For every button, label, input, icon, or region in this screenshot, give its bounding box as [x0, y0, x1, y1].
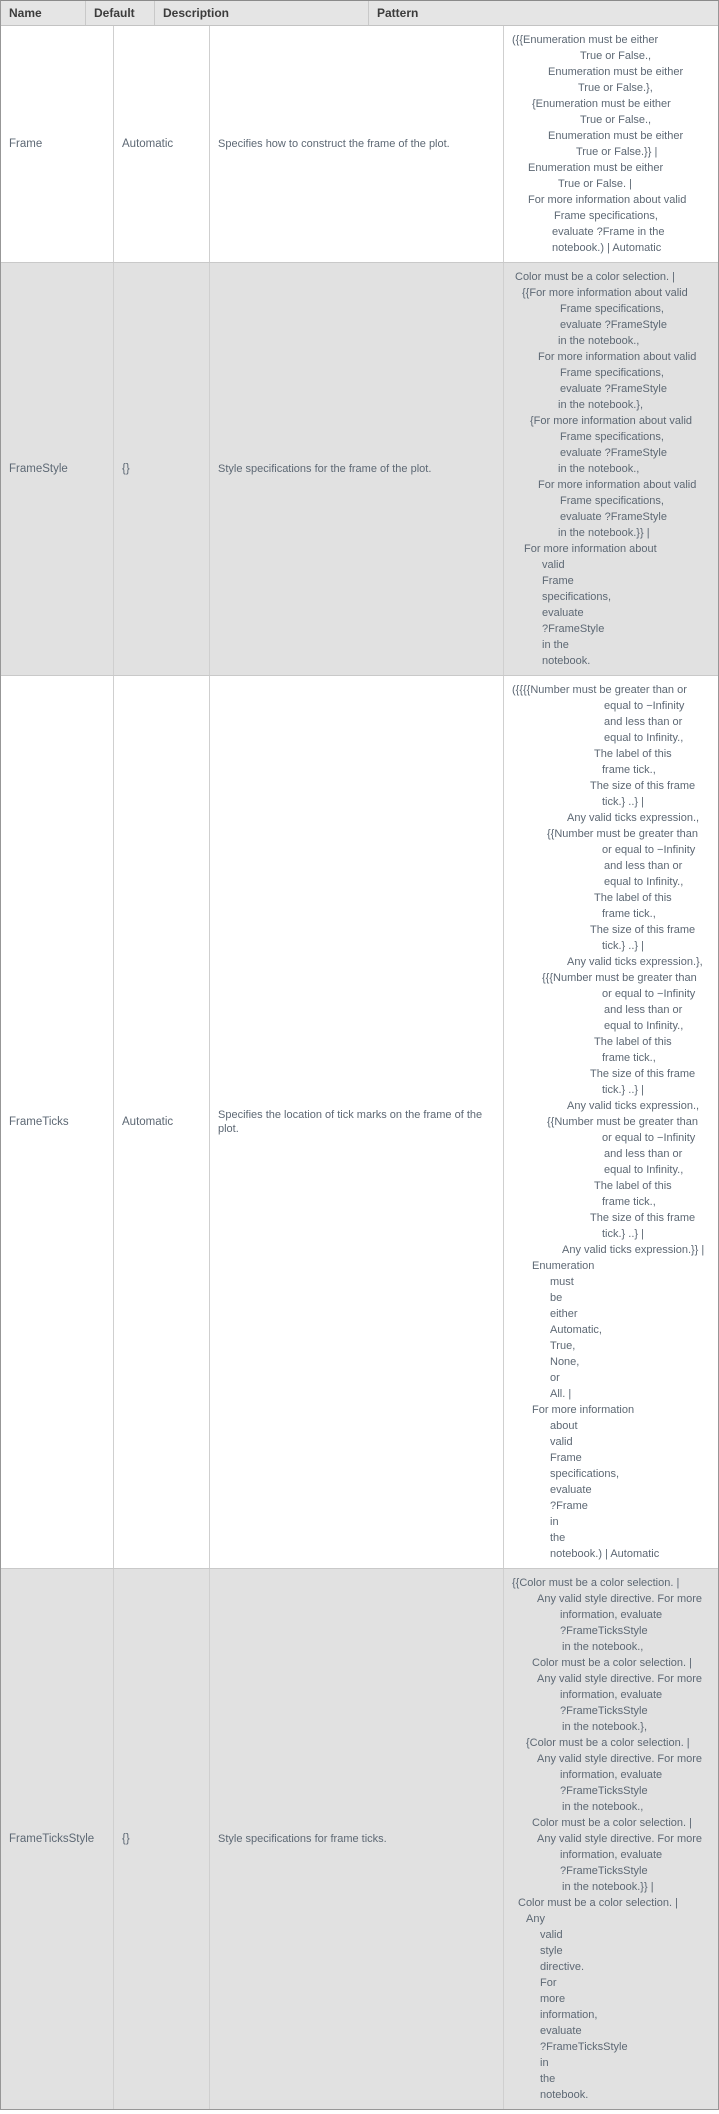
- pattern-line: in the notebook.,: [562, 1641, 644, 1653]
- pattern-line: Frame specifications,: [554, 210, 658, 222]
- pattern-line: All. |: [550, 1388, 572, 1400]
- pattern-line: equal to Infinity.,: [604, 1020, 684, 1032]
- option-description-cell: Style specifications for the frame of the plot.: [210, 263, 504, 675]
- pattern-line: Frame specifications,: [560, 303, 664, 315]
- option-default-cell: Automatic: [114, 676, 210, 1568]
- option-name-cell: FrameTicksStyle: [1, 1569, 114, 2109]
- pattern-line: specifications,: [542, 591, 612, 603]
- pattern-line: tick.} ..} |: [602, 796, 644, 808]
- pattern-line: Frame specifications,: [560, 431, 664, 443]
- option-name-cell: FrameStyle: [1, 263, 114, 675]
- pattern-line: or equal to −Infinity: [602, 988, 696, 1000]
- pattern-line: in the notebook.},: [558, 399, 644, 411]
- pattern-line: ?FrameStyle: [542, 623, 605, 635]
- pattern-line: directive.: [540, 1961, 585, 1973]
- pattern-line: Frame specifications,: [560, 367, 664, 379]
- option-description-cell: Specifies the location of tick marks on the frame of the plot.: [210, 676, 504, 1568]
- pattern-line: tick.} ..} |: [602, 940, 644, 952]
- pattern-line: ?Frame: [550, 1500, 588, 1512]
- pattern-line: valid: [540, 1929, 563, 1941]
- pattern-line: notebook.) | Automatic: [552, 242, 662, 254]
- pattern-line: evaluate ?FrameStyle: [560, 511, 667, 523]
- pattern-line: Color must be a color selection. |: [532, 1817, 692, 1829]
- pattern-line: information, evaluate: [560, 1689, 663, 1701]
- column-header-default: Default: [86, 1, 155, 25]
- pattern-line: The size of this frame: [590, 1068, 696, 1080]
- option-description-cell: Style specifications for frame ticks.: [210, 1569, 504, 2109]
- pattern-line: in the notebook.,: [562, 1801, 644, 1813]
- pattern-line: frame tick.,: [602, 1052, 656, 1064]
- pattern-line: specifications,: [550, 1468, 620, 1480]
- pattern-line: The label of this: [594, 748, 672, 760]
- pattern-line: information, evaluate: [560, 1609, 663, 1621]
- pattern-line: in the: [542, 639, 569, 651]
- pattern-line: Enumeration must be either: [528, 162, 664, 174]
- pattern-line: or equal to −Infinity: [602, 1132, 696, 1144]
- pattern-line: more: [540, 1993, 566, 2005]
- pattern-line: ({{{{Number must be greater than or: [512, 684, 687, 696]
- pattern-line: equal to Infinity.,: [604, 732, 684, 744]
- option-pattern-cell: [504, 26, 718, 262]
- pattern-line: The size of this frame: [590, 780, 696, 792]
- pattern-line: and less than or: [604, 1148, 683, 1160]
- pattern-line: For: [540, 1977, 557, 1989]
- pattern-line: For more information about valid: [538, 351, 697, 363]
- pattern-line: {{For more information about valid: [522, 287, 688, 299]
- option-name-cell: Frame: [1, 26, 114, 262]
- pattern-line: Color must be a color selection. |: [532, 1657, 692, 1669]
- pattern-line: in the notebook.}} |: [558, 527, 650, 539]
- pattern-line: Frame specifications,: [560, 495, 664, 507]
- pattern-line: True,: [550, 1340, 576, 1352]
- pattern-line: Any valid ticks expression.,: [567, 1100, 700, 1112]
- pattern-line: valid: [542, 559, 565, 571]
- pattern-line: tick.} ..} |: [602, 1228, 644, 1240]
- pattern-line: information, evaluate: [560, 1849, 663, 1861]
- pattern-line: evaluate: [540, 2025, 582, 2037]
- pattern-line: equal to Infinity.,: [604, 876, 684, 888]
- pattern-line: Automatic,: [550, 1324, 602, 1336]
- pattern-line: Any valid ticks expression.},: [567, 956, 703, 968]
- option-name-cell: FrameTicks: [1, 676, 114, 1568]
- pattern-line: in: [550, 1516, 559, 1528]
- option-default-cell: Automatic: [114, 26, 210, 262]
- pattern-line: {{Number must be greater than: [547, 828, 699, 840]
- pattern-line: and less than or: [604, 1004, 683, 1016]
- pattern-line: {Enumeration must be either: [532, 98, 671, 110]
- pattern-line: notebook.: [542, 655, 591, 667]
- pattern-line: Frame: [542, 575, 574, 587]
- pattern-line: about: [550, 1420, 578, 1432]
- pattern-line: ?FrameTicksStyle: [540, 2041, 628, 2053]
- pattern-line: equal to Infinity.,: [604, 1164, 684, 1176]
- column-header-description: Description: [155, 1, 369, 25]
- pattern-line: The label of this: [594, 1180, 672, 1192]
- pattern-line: {For more information about valid: [530, 415, 693, 427]
- pattern-line: The label of this: [594, 1036, 672, 1048]
- table-row: [1, 262, 718, 675]
- pattern-line: either: [550, 1308, 578, 1320]
- pattern-line: For more information about valid: [528, 194, 687, 206]
- pattern-line: frame tick.,: [602, 764, 656, 776]
- pattern-line: The label of this: [594, 892, 672, 904]
- pattern-line: Any valid style directive. For more: [537, 1833, 703, 1845]
- pattern-line: Color must be a color selection. |: [515, 271, 675, 283]
- pattern-line: the: [550, 1532, 566, 1544]
- pattern-line: and less than or: [604, 716, 683, 728]
- pattern-line: frame tick.,: [602, 908, 656, 920]
- column-header-name: Name: [1, 1, 86, 25]
- pattern-line: Frame: [550, 1452, 582, 1464]
- pattern-line: information,: [540, 2009, 598, 2021]
- pattern-line: ?FrameTicksStyle: [560, 1625, 648, 1637]
- pattern-line: evaluate ?FrameStyle: [560, 447, 667, 459]
- pattern-line: equal to −Infinity: [604, 700, 685, 712]
- pattern-line: in the notebook.}} |: [562, 1881, 654, 1893]
- pattern-line: in the notebook.,: [558, 463, 640, 475]
- pattern-line: The size of this frame: [590, 1212, 696, 1224]
- pattern-line: notebook.) | Automatic: [550, 1548, 660, 1560]
- pattern-line: evaluate: [542, 607, 584, 619]
- table-row: [1, 1568, 718, 2109]
- pattern-line: ({{Enumeration must be either: [512, 34, 659, 46]
- option-default-cell: {}: [114, 263, 210, 675]
- pattern-line: True or False.,: [580, 50, 652, 62]
- column-header-pattern: Pattern: [377, 6, 419, 20]
- pattern-line: Enumeration must be either: [548, 66, 684, 78]
- pattern-line: style: [540, 1945, 563, 1957]
- pattern-line: True or False.},: [578, 82, 653, 94]
- pattern-line: tick.} ..} |: [602, 1084, 644, 1096]
- pattern-line: The size of this frame: [590, 924, 696, 936]
- pattern-line: evaluate: [550, 1484, 592, 1496]
- pattern-line: Any valid ticks expression.}} |: [562, 1244, 705, 1256]
- pattern-line: frame tick.,: [602, 1196, 656, 1208]
- pattern-line: ?FrameTicksStyle: [560, 1865, 648, 1877]
- pattern-line: Color must be a color selection. |: [518, 1897, 678, 1909]
- pattern-line: {Color must be a color selection. |: [526, 1737, 690, 1749]
- pattern-line: or: [550, 1372, 560, 1384]
- pattern-line: Enumeration: [532, 1260, 595, 1272]
- pattern-line: Any valid style directive. For more: [537, 1593, 703, 1605]
- pattern-line: the: [540, 2073, 556, 2085]
- pattern-line: in the notebook.,: [558, 335, 640, 347]
- pattern-line: Any: [526, 1913, 545, 1925]
- pattern-line: True or False. |: [558, 178, 632, 190]
- pattern-line: be: [550, 1292, 563, 1304]
- pattern-line: For more information: [532, 1404, 635, 1416]
- pattern-line: True or False.,: [580, 114, 652, 126]
- table-row: [1, 26, 718, 262]
- pattern-line: For more information about: [524, 543, 657, 555]
- option-pattern-cell: [504, 676, 718, 1568]
- option-pattern-cell: [504, 1569, 718, 2109]
- pattern-line: Any valid ticks expression.,: [567, 812, 700, 824]
- option-description-cell: Specifies how to construct the frame of the plot.: [210, 26, 504, 262]
- pattern-line: and less than or: [604, 860, 683, 872]
- pattern-line: ?FrameTicksStyle: [560, 1785, 648, 1797]
- option-pattern-cell: [504, 263, 718, 675]
- pattern-line: {{Color must be a color selection. |: [512, 1577, 680, 1589]
- table-row: [1, 675, 718, 1568]
- pattern-line: evaluate ?Frame in the: [552, 226, 665, 238]
- pattern-line: None,: [550, 1356, 580, 1368]
- table-body: [1, 26, 718, 2109]
- pattern-line: Enumeration must be either: [548, 130, 684, 142]
- pattern-line: valid: [550, 1436, 573, 1448]
- pattern-line: Any valid style directive. For more: [537, 1673, 703, 1685]
- pattern-line: {{Number must be greater than: [547, 1116, 699, 1128]
- pattern-line: or equal to −Infinity: [602, 844, 696, 856]
- pattern-line: {{{Number must be greater than: [542, 972, 697, 984]
- pattern-line: evaluate ?FrameStyle: [560, 383, 667, 395]
- pattern-line: Any valid style directive. For more: [537, 1753, 703, 1765]
- pattern-line: in the notebook.},: [562, 1721, 648, 1733]
- pattern-line: evaluate ?FrameStyle: [560, 319, 667, 331]
- pattern-line: notebook.: [540, 2089, 589, 2101]
- pattern-line: information, evaluate: [560, 1769, 663, 1781]
- pattern-line: ?FrameTicksStyle: [560, 1705, 648, 1717]
- pattern-line: must: [550, 1276, 574, 1288]
- pattern-line: in: [540, 2057, 549, 2069]
- table-header-row: [1, 1, 718, 26]
- pattern-line: True or False.}} |: [576, 146, 658, 158]
- option-default-cell: {}: [114, 1569, 210, 2109]
- pattern-line: For more information about valid: [538, 479, 697, 491]
